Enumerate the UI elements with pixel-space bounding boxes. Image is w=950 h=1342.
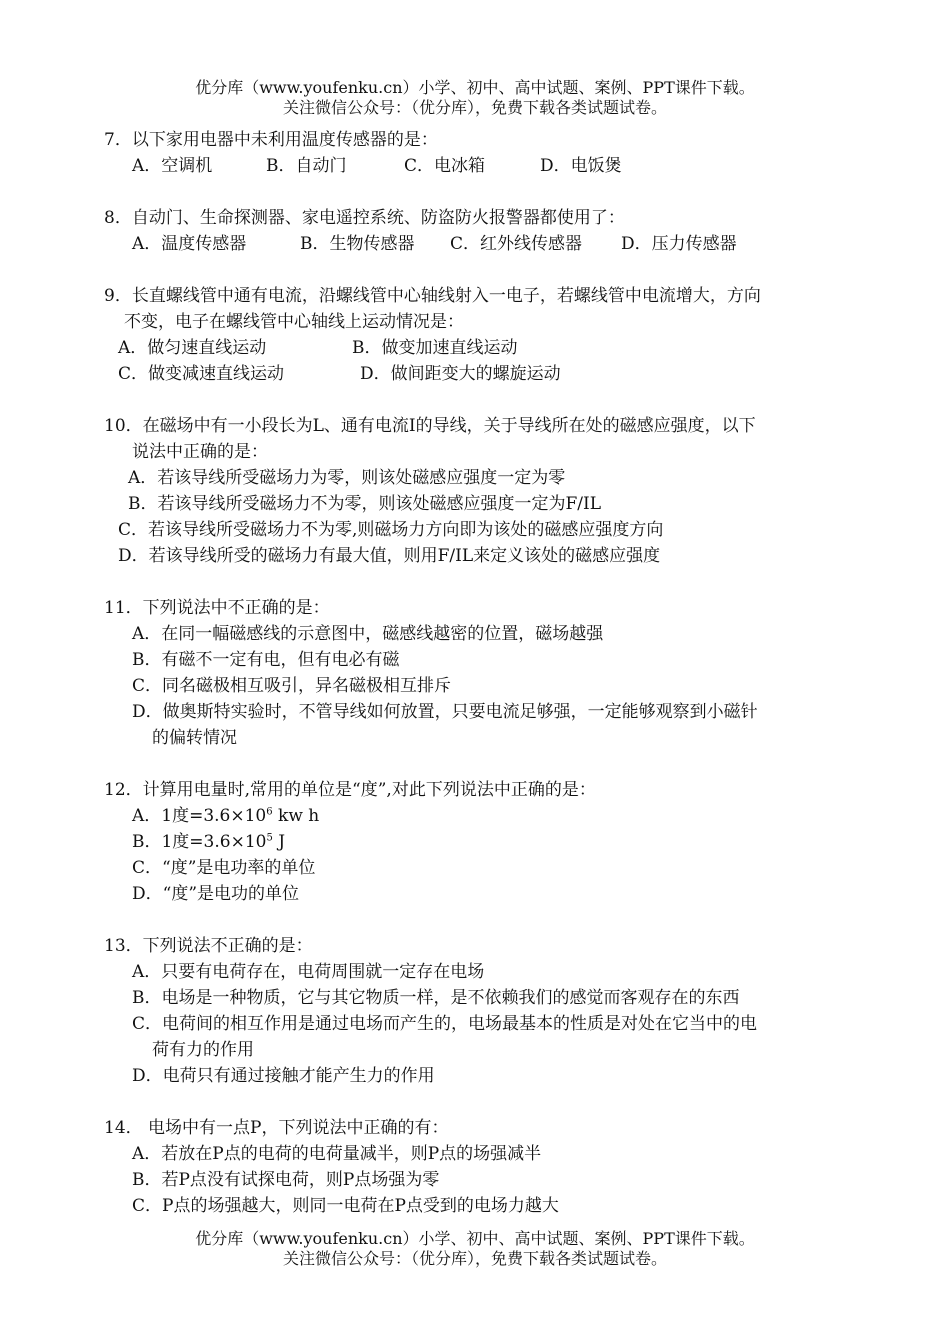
- q9-option-d: D．做间距变大的螺旋运动: [360, 364, 561, 384]
- q14-option-c: C．P点的场强越大，则同一电荷在P点受到的电场力越大: [132, 1196, 559, 1216]
- q13-option-c-line-2: 荷有力的作用: [152, 1040, 254, 1060]
- q14-option-b: B．若P点没有试探电荷，则P点场强为零: [132, 1170, 440, 1190]
- q13-stem: 13．下列说法不正确的是：: [104, 936, 313, 956]
- q7-option-b: B．自动门: [266, 156, 347, 176]
- q8-option-a: A．温度传感器: [132, 234, 247, 254]
- q9-option-b: B．做变加速直线运动: [352, 338, 518, 358]
- q11-option-b: B．有磁不一定有电，但有电必有磁: [132, 650, 400, 670]
- q11-stem: 11．下列说法中不正确的是：: [104, 598, 330, 618]
- q8-option-c: C．红外线传感器: [450, 234, 583, 254]
- q11-option-d-line-1: D．做奥斯特实验时，不管导线如何放置，只要电流足够强，一定能够观察到小磁针: [132, 702, 758, 722]
- q12-option-b-exponent: 5: [266, 832, 273, 844]
- q10-option-c: C．若该导线所受磁场力不为零,则磁场力方向即为该处的磁感应强度方向: [118, 520, 664, 540]
- q10-option-d: D．若该导线所受的磁场力有最大值，则用F/IL来定义该处的磁感应强度: [118, 546, 661, 566]
- footer-line-2: 关注微信公众号：（优分库），免费下载各类试题试卷。: [282, 1249, 667, 1268]
- q12-option-d: D．“度”是电功的单位: [132, 884, 300, 904]
- q10-stem-line-1: 10．在磁场中有一小段长为L、通有电流I的导线，关于导线所在处的磁感应强度，以下: [104, 416, 756, 436]
- q11-option-d-line-2: 的偏转情况: [152, 728, 237, 748]
- q12-option-a-exponent: 6: [266, 806, 273, 818]
- footer-line-1: 优分库（www.youfenku.cn）小学、初中、高中试题、案例、PPT课件下载。: [195, 1229, 755, 1248]
- q14-stem: 14． 电场中有一点P，下列说法中正确的有：: [104, 1118, 449, 1138]
- q12-option-c: C．“度”是电功率的单位: [132, 858, 316, 878]
- q7-option-a: A．空调机: [132, 156, 213, 176]
- q7-option-c: C．电冰箱: [404, 156, 486, 176]
- header-line-2: 关注微信公众号：（优分库），免费下载各类试题试卷。: [282, 98, 667, 117]
- q13-option-b: B．电场是一种物质，它与其它物质一样，是不依赖我们的感觉而客观存在的东西: [132, 988, 740, 1008]
- q14-option-a: A．若放在P点的电荷的电荷量减半，则P点的场强减半: [132, 1144, 542, 1164]
- q10-option-a: A．若该导线所受磁场力为零，则该处磁感应强度一定为零: [128, 468, 566, 488]
- q8-option-b: B．生物传感器: [300, 234, 415, 254]
- q8-stem: 8．自动门、生命探测器、家电遥控系统、防盗防火报警器都使用了：: [104, 208, 625, 228]
- q12-stem: 12．计算用电量时,常用的单位是“度”,对此下列说法中正确的是：: [104, 780, 596, 800]
- q8-option-d: D．压力传感器: [621, 234, 737, 254]
- q9-stem-line-1: 9．长直螺线管中通有电流，沿螺线管中心轴线射入一电子，若螺线管中电流增大，方向: [104, 286, 761, 306]
- q12-option-b: B．1度$=3.6\times 10^5$ J: [132, 832, 286, 852]
- q9-option-c: C．做变减速直线运动: [118, 364, 285, 384]
- q13-option-a: A．只要有电荷存在，电荷周围就一定存在电场: [132, 962, 485, 982]
- q9-option-a: A．做匀速直线运动: [118, 338, 267, 358]
- q10-stem-line-2: 说法中正确的是：: [132, 442, 268, 462]
- q7-stem: 7．以下家用电器中未利用温度传感器的是：: [104, 130, 438, 150]
- q10-option-b: B．若该导线所受磁场力不为零，则该处磁感应强度一定为F/IL: [128, 494, 602, 514]
- q9-stem-line-2: 不变，电子在螺线管中心轴线上运动情况是：: [124, 312, 464, 332]
- q13-option-d: D．电荷只有通过接触才能产生力的作用: [132, 1066, 435, 1086]
- q11-option-c: C．同名磁极相互吸引，异名磁极相互排斥: [132, 676, 452, 696]
- q11-option-a: A．在同一幅磁感线的示意图中，磁感线越密的位置，磁场越强: [132, 624, 604, 644]
- q7-option-d: D．电饭煲: [540, 156, 622, 176]
- q12-option-a: A．1度$=3.6\times 10^6$ kw h: [132, 806, 320, 826]
- q13-option-c-line-1: C．电荷间的相互作用是通过电场而产生的，电场最基本的性质是对处在它当中的电: [132, 1014, 758, 1034]
- header-line-1: 优分库（www.youfenku.cn）小学、初中、高中试题、案例、PPT课件下载。: [195, 78, 755, 97]
